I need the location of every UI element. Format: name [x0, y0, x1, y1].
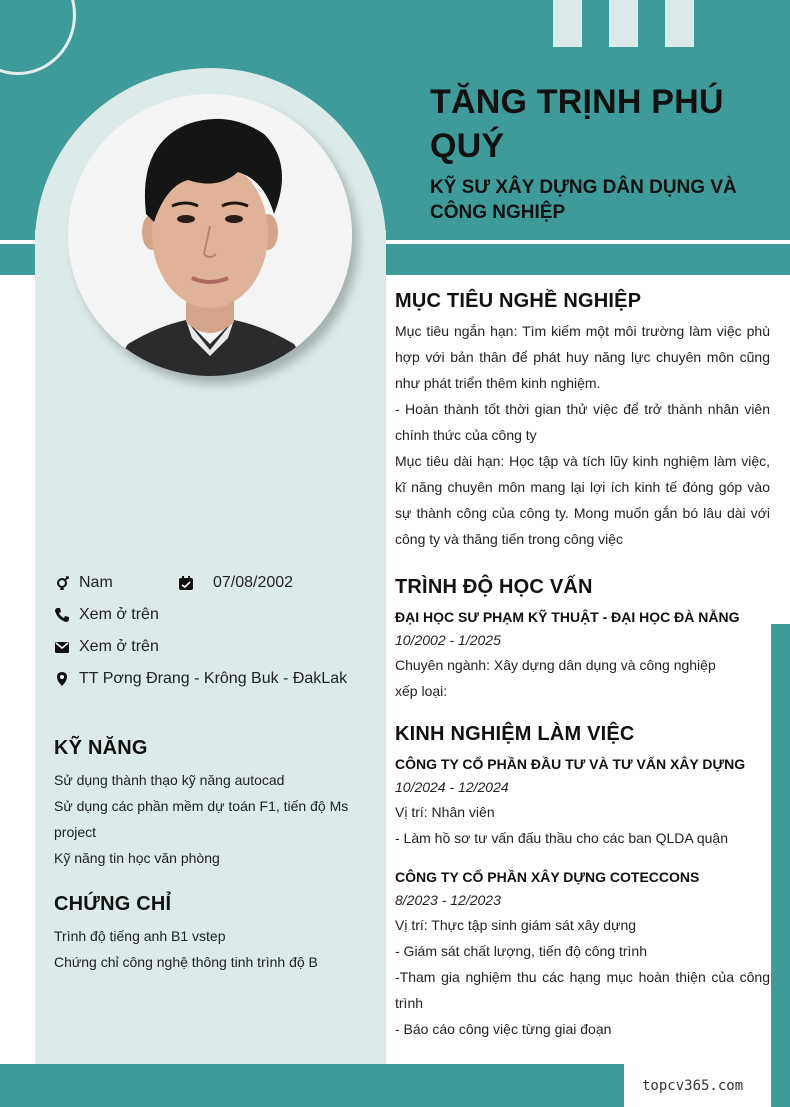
objective-paragraph: - Hoàn thành tốt thời gian thử việc để trở thành nhân viên chính thức của công ty [395, 401, 770, 443]
address-value: TT Pơng Đrang - Krông Buk - ĐakLak [79, 670, 348, 687]
objective-paragraph: Mục tiêu ngắn hạn: Tìm kiếm một môi trường làm việc phù hợp với bản thân để phát huy năng lực chuyên môn cũng như phát triển thêm kinh nghiệm. [395, 323, 770, 391]
job-period: 10/2024 - 12/2024 [395, 779, 509, 795]
job-line: - Làm hồ sơ tư vấn đấu thầu cho các ban QLDA quận [395, 830, 728, 846]
calendar-icon [178, 575, 194, 591]
skills-list [54, 767, 364, 871]
skill-item: Sử dụng thành thạo kỹ năng autocad [54, 772, 285, 788]
footer-brand: topcv365.com [642, 1078, 744, 1094]
job-line: - Giám sát chất lượng, tiến độ công trình [395, 943, 648, 959]
info-email [54, 638, 159, 656]
phone-value: Xem ở trên [79, 606, 159, 623]
certificates-list [54, 923, 364, 975]
skills-title: KỸ NĂNG [54, 737, 148, 759]
skill-item: Sử dụng các phần mềm dự toán F1, tiến độ Ms project [54, 798, 349, 840]
job-lines [395, 912, 770, 1042]
job-company: CÔNG TY CỔ PHẦN XÂY DỰNG COTECCONS [395, 869, 700, 885]
certificate-item: Trình độ tiếng anh B1 vstep [54, 928, 226, 944]
envelope-icon [54, 639, 70, 655]
skill-item: Kỹ năng tin học văn phòng [54, 850, 220, 866]
footer-band [0, 1064, 624, 1107]
objective-body [395, 318, 770, 552]
education-title: TRÌNH ĐỘ HỌC VẤN [395, 576, 593, 598]
job-period: 8/2023 - 12/2023 [395, 892, 501, 908]
education-school: ĐẠI HỌC SƯ PHẠM KỸ THUẬT - ĐẠI HỌC ĐÀ NẴNG [395, 609, 740, 625]
location-pin-icon [54, 671, 70, 687]
info-phone [54, 606, 159, 624]
job-line: -Tham gia nghiệm thu các hạng mục hoàn thiện của công trình [395, 969, 770, 1011]
education-major: Chuyên ngành: Xây dựng dân dụng và công nghiệp [395, 657, 716, 673]
education-period: 10/2002 - 1/2025 [395, 632, 501, 648]
objective-title: MỤC TIÊU NGHỀ NGHIỆP [395, 290, 642, 312]
info-birthday [178, 574, 293, 592]
certificate-item: Chứng chỉ công nghệ thông tinh trình độ B [54, 954, 318, 970]
certificates-title: CHỨNG CHỈ [54, 893, 172, 915]
job-title: KỸ SƯ XÂY DỰNG DÂN DỤNG VÀ CÔNG NGHIỆP [430, 177, 737, 223]
job-company: CÔNG TY CỔ PHẦN ĐẦU TƯ VÀ TƯ VẤN XÂY DỰNG [395, 756, 746, 772]
decorative-bar [609, 0, 638, 47]
objective-paragraph: Mục tiêu dài hạn: Học tập và tích lũy kinh nghiệm làm việc, kĩ năng chuyên môn mang lại lợi ích kinh tế đóng góp vào sự thành công của công ty. Mong muốn gắn bó lâu dài với công ty và thăng tiến trong công việc [395, 453, 770, 547]
gender-icon [54, 575, 70, 591]
info-address [54, 670, 347, 688]
education-rank: xếp loại: [395, 683, 448, 699]
decorative-bar [553, 0, 582, 47]
job-line: Vị trí: Thực tập sinh giám sát xây dựng [395, 917, 637, 933]
profile-photo [68, 94, 352, 376]
right-accent-strip [771, 624, 790, 1107]
experience-title: KINH NGHIỆM LÀM VIỆC [395, 723, 635, 745]
job-line: - Báo cáo công việc từng giai đoạn [395, 1021, 612, 1037]
gender-value: Nam [79, 574, 113, 591]
decorative-bar [665, 0, 694, 47]
candidate-name: TĂNG TRỊNH PHÚ QUÝ [430, 83, 724, 165]
email-value: Xem ở trên [79, 638, 159, 655]
info-gender [54, 574, 113, 592]
birthday-value: 07/08/2002 [213, 574, 294, 591]
job-line: Vị trí: Nhân viên [395, 804, 495, 820]
phone-icon [54, 607, 70, 623]
